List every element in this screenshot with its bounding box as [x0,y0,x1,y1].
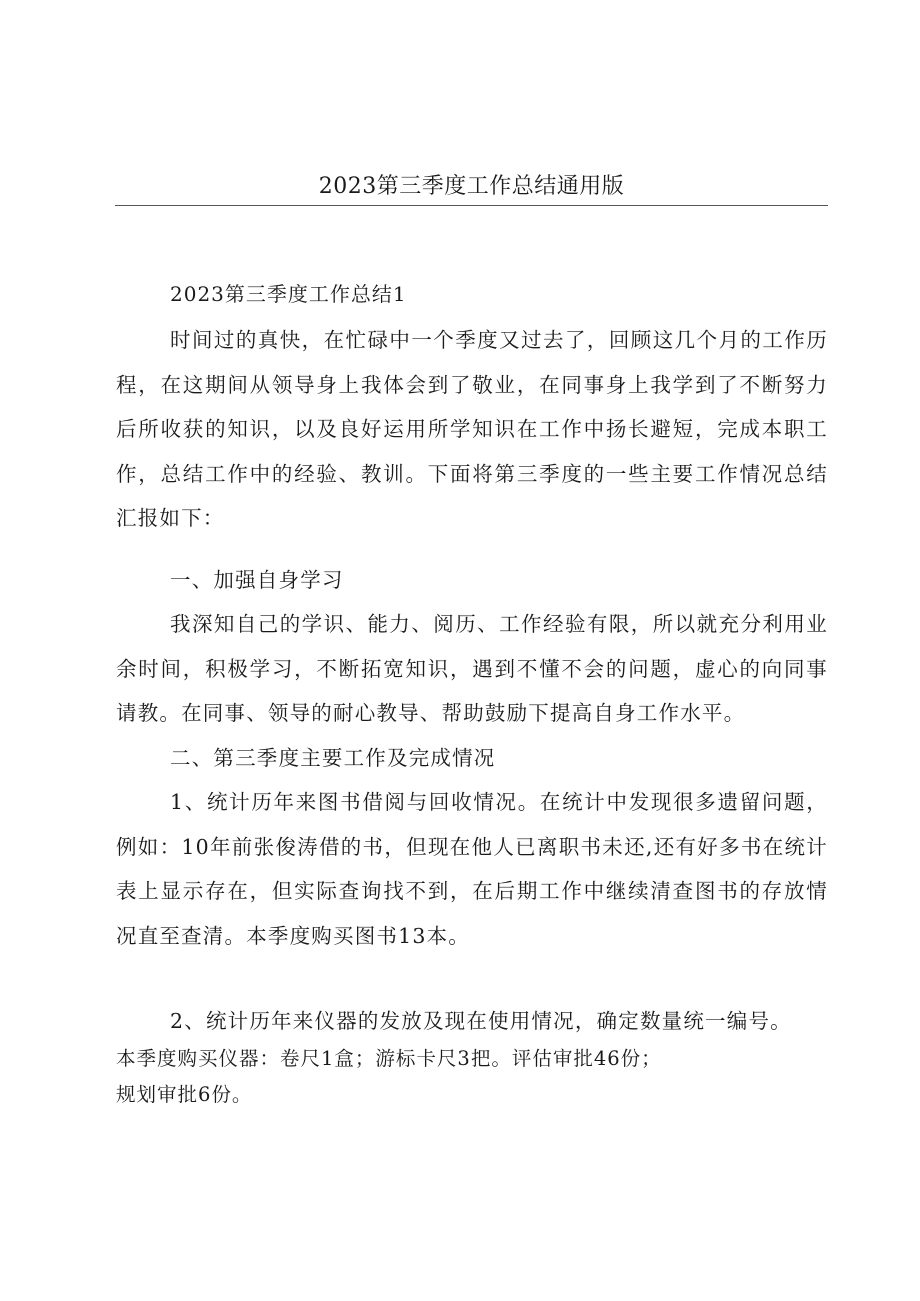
work-item-2-line-1: 2、统计历年来仪器的发放及现在使用情况，确定数量统一编号。 [170,1009,792,1033]
title-underline [115,205,828,206]
page-title: 2023第三季度工作总结通用版 [318,174,625,199]
work-item-2-line-3: 规划审批6份。 [116,1083,253,1106]
work-item-2-line-2: 本季度购买仪器：卷尺1盒；游标卡尺3把。评估审批46份； [116,1047,662,1070]
heading-main-work: 二、第三季度主要工作及完成情况 [170,746,496,770]
heading-strengthen-learning: 一、加强自身学习 [170,568,344,592]
work-item-1: 1、统计历年来图书借阅与回收情况。在统计中发现很多遗留问题，例如：10年前张俊涛借的书，但现在他人已离职书未还,还有好多书在统计表上显示存在，但实际查询找不到，在后期工作中继续清查图书的存放情况直至查清。本季度购买图书13本。 [116,790,828,948]
section-heading: 2023第三季度工作总结1 [170,282,407,306]
intro-paragraph: 时间过的真快，在忙碌中一个季度又过去了，回顾这几个月的工作历程，在这期间从领导身上我体会到了敬业，在同事身上我学到了不断努力后所收获的知识，以及良好运用所学知识在工作中扬长避短，完成本职工作，总结工作中的经验、教训。下面将第三季度的一些主要工作情况总结汇报如下： [116,328,828,530]
study-paragraph: 我深知自己的学识、能力、阅历、工作经验有限，所以就充分利用业余时间，积极学习，不断拓宽知识，遇到不懂不会的问题，虚心的向同事请教。在同事、领导的耐心教导、帮助鼓励下提高自身工作水平。 [116,612,828,725]
